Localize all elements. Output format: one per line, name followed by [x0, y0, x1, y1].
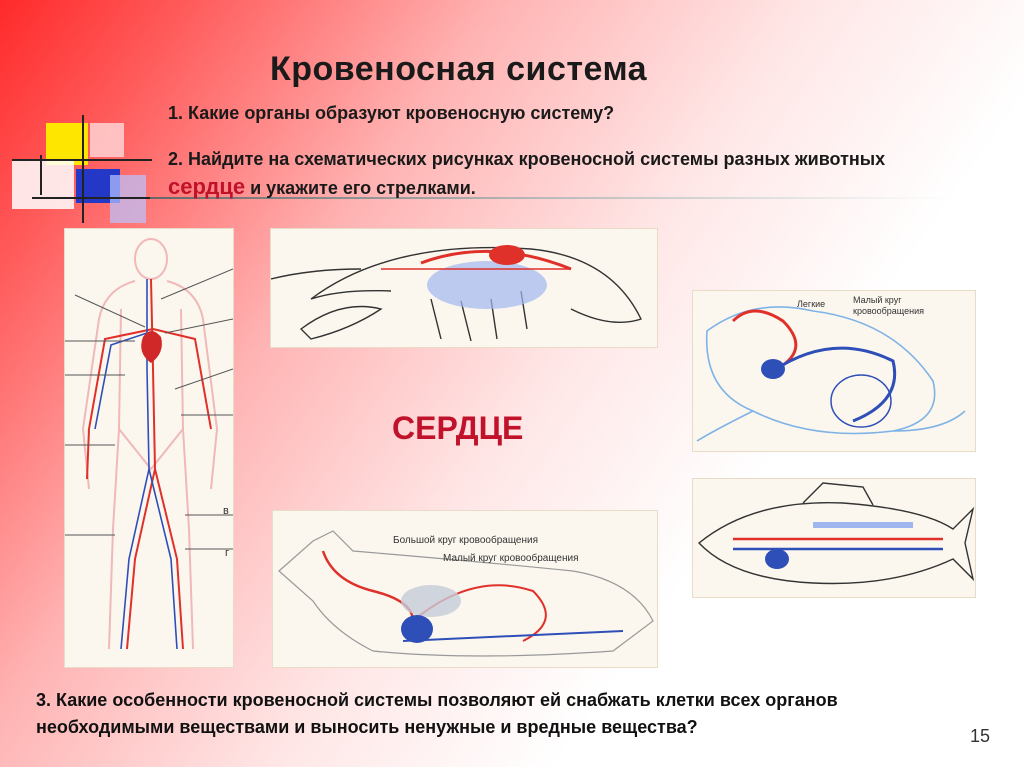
question-2-highlight: сердце [168, 174, 246, 199]
question-2 [168, 145, 928, 202]
crayfish-drawing [271, 229, 657, 347]
frog-label-lungs: Легкие [797, 299, 826, 309]
human-circulation-figure [64, 228, 234, 668]
fish-circulation-figure [692, 478, 976, 598]
human-side-letter-1: в [223, 505, 229, 517]
mammal-heart-shape [401, 615, 433, 643]
mammal-label-small-circle: Малый круг кровообращения [443, 553, 579, 564]
question-2-text-a: 2. Найдите на схематических рисунках кровеносной системы разных животных [168, 149, 886, 169]
frog-circulation-figure [692, 290, 976, 452]
question-1: 1. Какие органы образуют кровеносную систему? [168, 103, 615, 123]
mammal-label-big-circle: Большой круг кровообращения [393, 535, 539, 546]
mammal-circulation-figure [272, 510, 658, 668]
heart-label: СЕРДЦЕ [392, 410, 524, 446]
page-title: Кровеносная система [270, 50, 648, 88]
frog-label-small-circle: Малый круг кровообращения [853, 295, 924, 316]
page-number: 15 [970, 726, 991, 746]
frog-heart-shape [761, 359, 785, 379]
fish-drawing [693, 479, 975, 597]
crayfish-circulation-figure [270, 228, 658, 348]
decorative-squares [12, 115, 152, 225]
crayfish-heart-shape [489, 245, 525, 265]
fish-heart-shape [765, 549, 789, 569]
question-3: 3. Какие особенности кровеносной системы позволяют ей снабжать клетки всех органов необходимыми веществами и выносить ненужные и вредные вещества? [36, 690, 838, 737]
human-heart-shape [141, 331, 162, 363]
question-2-text-b: и укажите его стрелками. [245, 178, 476, 198]
human-circulation-drawing [65, 229, 233, 667]
human-side-letter-2: г [225, 547, 230, 559]
